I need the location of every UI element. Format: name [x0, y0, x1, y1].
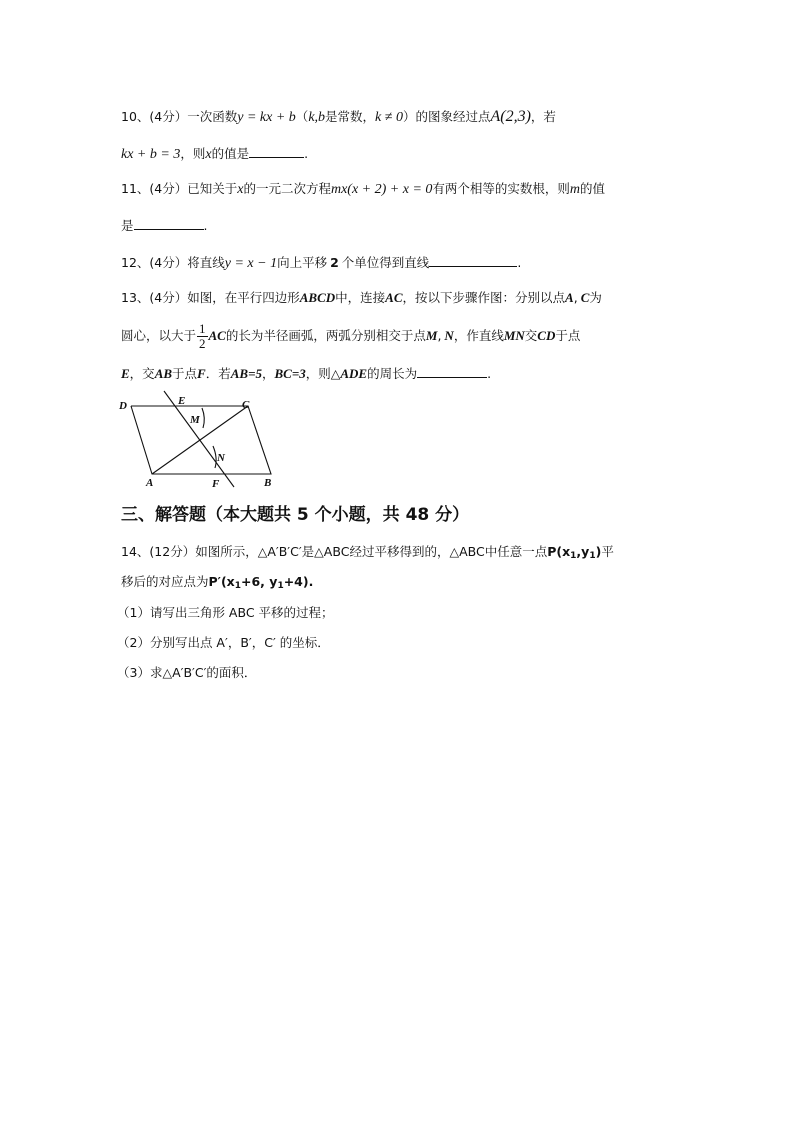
q13-text-3b: 于点	[172, 366, 198, 381]
q13-text-2f: 于点	[555, 328, 581, 343]
q14-point-pp2: +6, y	[241, 574, 278, 589]
q10-line2-mid: ，则	[180, 146, 206, 161]
q14-text-2a: 移后的对应点为	[121, 574, 209, 589]
q10-answer-blank[interactable]	[249, 144, 304, 158]
q12-end: .	[517, 255, 522, 270]
q14-sub1: 1	[570, 551, 577, 561]
q13-ab: AB	[154, 366, 173, 381]
q13-text-3e: 的周长为	[367, 366, 418, 381]
q13-text-c: ，按以下步骤作图：分别以点	[402, 290, 566, 305]
question-11-line-1	[121, 180, 605, 199]
q10-cond-open: （	[295, 109, 309, 124]
label-b: B	[264, 477, 272, 489]
q11-mid: 的一元二次方程	[243, 181, 331, 196]
line-mn	[164, 391, 234, 487]
q10-cond-mid: 是常数，	[325, 109, 376, 124]
q13-text-2d: ，作直线	[453, 328, 504, 343]
label-m: M	[190, 414, 200, 426]
q14-text-d: 平	[601, 544, 614, 559]
q14-subquestion-3: （3）求△A′B′C′的面积．	[117, 665, 257, 680]
q14-triangles: △A′B′C′是△ABC	[257, 544, 350, 559]
q13-answer-blank[interactable]	[417, 364, 487, 378]
question-13-line-2	[121, 322, 580, 351]
q14-text-a: 14、(12分）如图所示，	[121, 544, 258, 559]
q13-sep2: ,	[437, 328, 442, 343]
label-d: D	[119, 400, 127, 412]
label-a: A	[146, 477, 154, 489]
q13-mn: MN	[503, 328, 525, 343]
q13-text-3c: ．若	[205, 366, 231, 381]
q12-equation: y = x − 1	[224, 256, 278, 271]
q10-cond-vars: k,b	[308, 110, 326, 125]
q13-abcd: ABCD	[299, 290, 336, 305]
q11-equation: mx(x + 2) + x = 0	[330, 182, 433, 197]
q13-text-2e: 交	[524, 328, 538, 343]
q14-subquestion-2: （2）分别写出点 A′，B′，C′ 的坐标．	[117, 635, 330, 650]
q12-tail2: 个单位得到直线	[341, 255, 430, 270]
q13-cd: CD	[537, 328, 556, 343]
q11-mid2: 有两个相等的实数根，则	[432, 181, 570, 196]
q13-ac-2: AC	[208, 328, 226, 343]
label-f: F	[212, 478, 220, 490]
question-13-line-3	[121, 364, 491, 383]
q10-number-text: 10、(4分）一次函数	[121, 109, 238, 124]
q11-tail: 的值	[580, 181, 606, 196]
q13-text-3a: ，交	[129, 366, 155, 381]
q13-point-a: A	[565, 290, 574, 305]
q13-point-m: M	[425, 328, 438, 343]
q14-point-pp3: +4).	[283, 574, 314, 589]
arc-n	[213, 446, 216, 468]
q12-n: 2	[330, 255, 339, 270]
q13-text-2a: 圆心，以大于	[121, 328, 197, 343]
q14-point-p2: ,y	[576, 544, 590, 559]
q10-point: A(2,3)	[490, 108, 531, 125]
question-14-line-2	[121, 573, 313, 595]
q11-line2: 是	[121, 218, 134, 233]
label-c: C	[242, 399, 250, 411]
q13-text-3d: ，则△	[305, 366, 341, 381]
q13-end: .	[487, 366, 492, 381]
q10-cond-k: k ≠ 0	[375, 110, 403, 125]
fraction-denominator: 2	[199, 336, 206, 351]
q13-ac: AC	[385, 290, 403, 305]
question-12-line	[121, 253, 521, 273]
q10-equation: y = kx + b	[237, 110, 296, 125]
label-e: E	[178, 395, 186, 407]
parallelogram-figure	[116, 390, 286, 490]
q14-point-p: P(x	[547, 544, 571, 559]
q13-text-a: 13、(4分）如图，在平行四边形	[121, 290, 300, 305]
fraction-numerator: 1	[199, 321, 206, 336]
q10-equation-2: kx + b = 3	[121, 147, 181, 162]
q14-sub3: 1	[234, 581, 242, 591]
q13-sep: ,	[573, 290, 578, 305]
q14-point-p3: )	[595, 544, 602, 559]
label-n: N	[217, 452, 225, 464]
question-13-line-1	[121, 289, 602, 307]
parallelogram-abcd	[131, 406, 271, 474]
q13-text-d: 为	[589, 290, 602, 305]
q14-sub2: 1	[589, 551, 596, 561]
q14-text-c: 中任意一点	[484, 544, 548, 559]
q11-answer-blank[interactable]	[134, 216, 204, 230]
q14-point-pp: P′(x	[208, 574, 235, 589]
q13-ab-eq: AB=5	[230, 366, 262, 381]
q14-text-b: 经过平移得到的，	[349, 544, 450, 559]
question-11-line-2	[121, 216, 208, 235]
q12-number-text: 12、(4分）将直线	[121, 255, 225, 270]
one-half-fraction	[197, 322, 208, 351]
q13-text-2c: 的长为半径画弧，两弧分别相交于点	[225, 328, 426, 343]
q14-sub4: 1	[277, 581, 284, 591]
q10-line2-tail: 的值是	[211, 146, 250, 161]
q11-var-m: m	[569, 182, 581, 197]
q10-end: .	[304, 146, 309, 161]
q13-ade: ADE	[340, 366, 368, 381]
section-3-heading: 三、解答题（本大题共 5 个小题，共 48 分）	[121, 505, 470, 525]
q10-var-x: x	[205, 147, 212, 162]
q10-cond-close: ）的图象经过点	[402, 109, 491, 124]
q11-number-text: 11、(4分）已知关于	[121, 181, 238, 196]
question-10-line-2	[121, 144, 308, 164]
q13-point-f: F	[197, 366, 206, 381]
q13-point-c: C	[580, 290, 590, 305]
q12-answer-blank[interactable]	[429, 253, 517, 267]
q13-text-b: 中，连接	[335, 290, 386, 305]
q12-tail: 向上平移	[277, 255, 328, 270]
q14-triangle-abc: △ABC	[449, 544, 485, 559]
q11-var-x: x	[237, 182, 244, 197]
question-10-line-1	[121, 108, 556, 127]
q13-point-e: E	[121, 366, 130, 381]
q14-subquestion-1: （1）请写出三角形 ABC 平移的过程；	[117, 605, 334, 620]
q10-tail: ，若	[530, 109, 556, 124]
q13-point-n: N	[444, 328, 454, 343]
question-14-line-1	[121, 543, 614, 565]
q13-comma: ，	[261, 366, 275, 381]
q13-bc-eq: BC=3	[274, 366, 306, 381]
arc-m	[202, 408, 204, 428]
q11-end: .	[203, 218, 208, 233]
